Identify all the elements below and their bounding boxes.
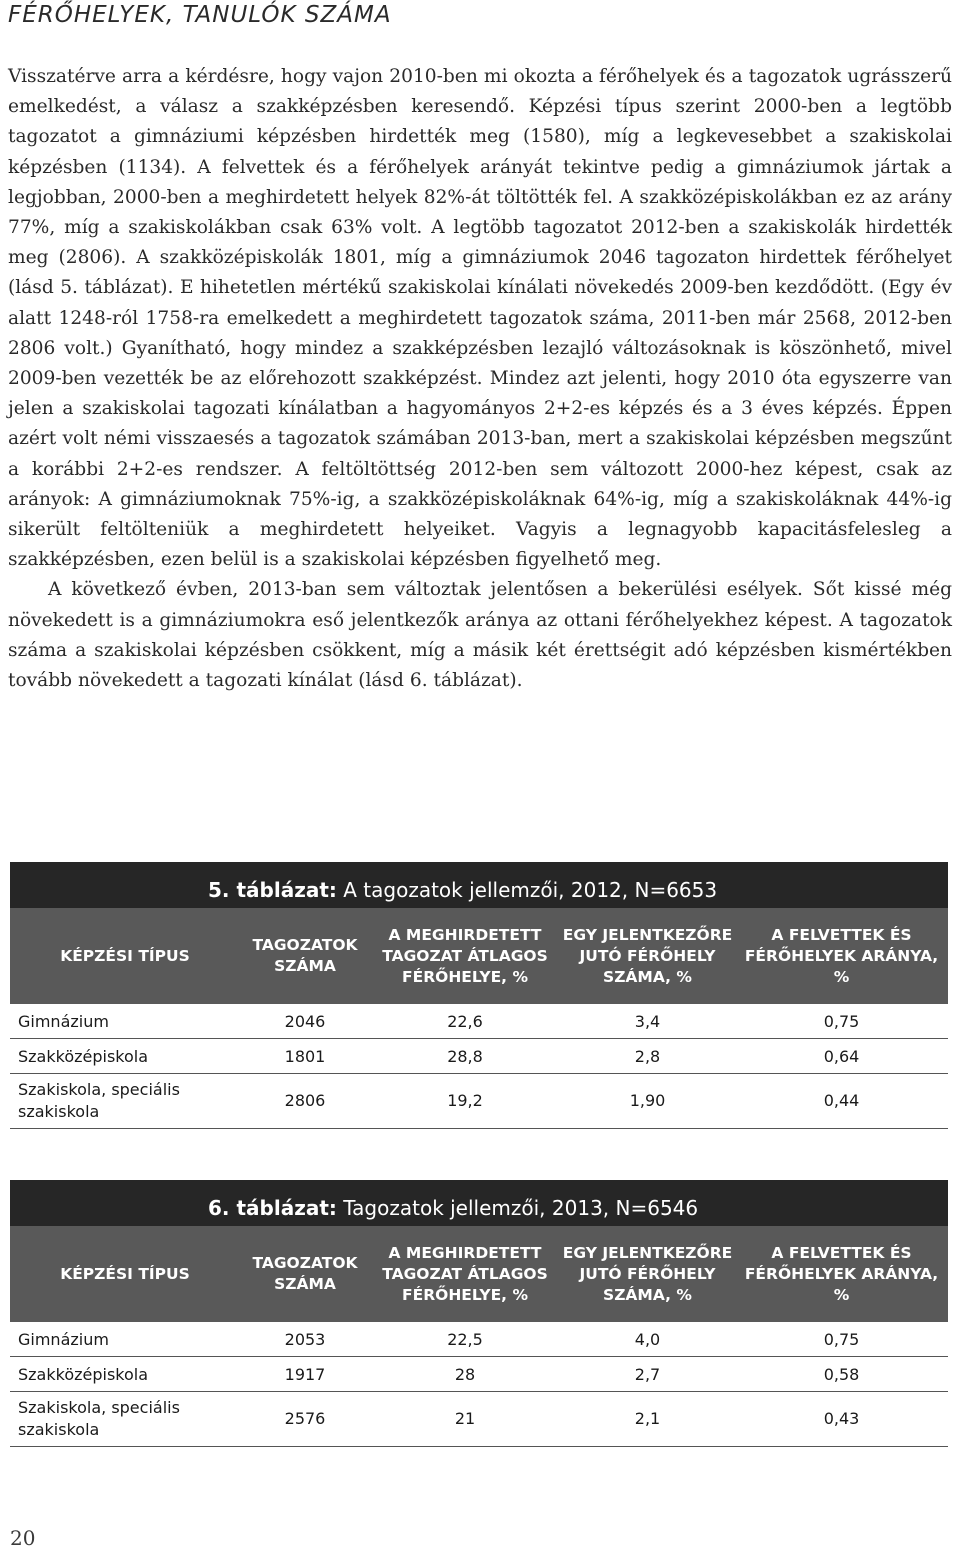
table-cell: Gimnázium	[18, 1329, 109, 1349]
table-cell: Gimnázium	[18, 1011, 109, 1031]
body-text	[8, 62, 952, 696]
header-cell: KÉPZÉSI TÍPUS	[60, 946, 190, 965]
table-cell: 1917	[284, 1364, 326, 1384]
table-cell: 2,1	[634, 1409, 661, 1428]
header-cell: TAGOZATOK SZÁMA	[252, 936, 358, 975]
table-row	[10, 1357, 948, 1392]
table-cell: 22,6	[447, 1011, 483, 1031]
table-cell: 0,75	[823, 1011, 860, 1031]
table-6	[10, 1180, 948, 1447]
paragraph: A következő évben, 2013-ban sem változtak jelentősen a bekerülési esélyek. Sőt kissé még növekedett is a gimnáziumokra eső jelentkezők aránya az ottani férőhelyekhez képest. A tagozatok száma a szakiskolai képzésben csökkent, míg a másik két érettségit adó képzésben kismértékben tovább növekedett a tagozati kínálat (lásd 6. táblázat).	[8, 579, 952, 692]
table-cell: 2046	[284, 1011, 326, 1031]
table-row	[10, 1074, 948, 1129]
header-cell: A FELVETTEK ÉS FÉRŐHELYEK ARÁNYA, %	[744, 925, 939, 986]
table-cell: 3,4	[634, 1011, 661, 1031]
table-caption	[208, 878, 717, 902]
table-label: 5. táblázat:	[208, 878, 337, 902]
paragraph: Visszatérve arra a kérdésre, hogy vajon 2010-ben mi okozta a férőhelyek és a tagozatok ugrásszerű emelkedést, a válasz a szakképzésben keresendő. Képzési típus szerint 2000-ben a legtöbb tagozatot a gimnáziumi képzésben hirdették meg (1580), míg a legkevesebbet a szakiskolai képzésben (1134). A felvettek és a férőhelyek arányát tekintve pedig a gimnáziumok jártak a legjobban, 2000-ben a meghirdetett helyek 82%-át töltötték fel. A szakközépiskolákban ez az arány 77%, míg a szakiskolákban csak 63% volt. A legtöbb tagozatot 2012-ben a szakiskolák hirdették meg (2806). A szakközépiskolák 1801, míg a gimnáziumok 2046 tagozaton hirdettek férőhelyet (lásd 5. táblázat). E hihetetlen mértékű szakiskolai kínálati növekedés 2009-ben kezdődött. (Egy év alatt 1248-ról 1758-ra emelkedett a meghirdetett tagozatok száma, 2011-ben már 2568, 2012-ben 2806 volt.) Gyanítható, hogy mindez a szakképzésben lezajló változásoknak is köszönhető, mivel 2009-ben vezették be az előrehozott szakképzést. Mindez azt jelenti, hogy 2010 óta egyszerre van jelen a szakiskolai tagozati kínálatban a hagyományos 2+2-es képzés és a 3 éves képzés. Éppen azért volt némi visszaesés a tagozatok számában 2013-ban, mert a szakiskolai képzésben megszűnt a korábbi 2+2-es rendszer. A feltöltöttség 2012-ben sem változott 2000-hez képest, csak az arányok: A gimnáziumoknak 75%-ig, a szakközépiskoláknak 64%-ig, míg a szakiskoláknak 44%-ig sikerült feltölteniük a meghirdetett helyeiket. Vagyis a legnagyobb kapacitásfelesleg a szakképzésben, ezen belül is a szakiskolai képzésben figyelhető meg.	[8, 66, 952, 571]
table-cell: 0,75	[823, 1329, 860, 1349]
table-caption	[208, 1196, 698, 1220]
table-row	[10, 1322, 948, 1357]
table-header	[10, 1226, 948, 1322]
table-row	[10, 1004, 948, 1039]
table-label: 6. táblázat:	[208, 1196, 337, 1220]
table-cell: 22,5	[447, 1329, 483, 1349]
table-cell: 0,44	[823, 1091, 860, 1110]
table-caption-bar	[10, 862, 948, 908]
section-title: FÉRŐHELYEK, TANULÓK SZÁMA	[8, 2, 392, 28]
table-cell: 2576	[284, 1409, 326, 1428]
table-cell: 4,0	[634, 1329, 661, 1349]
table-cell: 2053	[284, 1329, 326, 1349]
table-cell: 2806	[284, 1091, 326, 1110]
table-row	[10, 1392, 948, 1447]
header-cell: EGY JELENTKEZŐRE JUTÓ FÉRŐHELY SZÁMA, %	[562, 925, 733, 986]
header-cell: A FELVETTEK ÉS FÉRŐHELYEK ARÁNYA, %	[744, 1243, 939, 1304]
header-cell: EGY JELENTKEZŐRE JUTÓ FÉRŐHELY SZÁMA, %	[562, 1243, 733, 1304]
table-caption-bar	[10, 1180, 948, 1226]
table-cell: Szakiskola, speciális szakiskola	[18, 1080, 180, 1121]
table-row	[10, 1039, 948, 1074]
table-title: A tagozatok jellemzői, 2012, N=6653	[336, 878, 718, 902]
table-cell: 2,7	[634, 1364, 661, 1384]
table-cell: 2,8	[634, 1046, 661, 1066]
table-cell: 0,64	[823, 1046, 860, 1066]
table-cell: 1801	[284, 1046, 326, 1066]
header-cell: KÉPZÉSI TÍPUS	[60, 1264, 190, 1283]
table-cell: Szakiskola, speciális szakiskola	[18, 1398, 180, 1439]
table-cell: 0,43	[823, 1409, 860, 1428]
table-cell: 0,58	[823, 1364, 860, 1384]
table-cell: 21	[454, 1409, 476, 1428]
header-cell: TAGOZATOK SZÁMA	[252, 1254, 358, 1293]
table-cell: 19,2	[447, 1091, 483, 1110]
table-cell: Szakközépiskola	[18, 1046, 149, 1066]
table-5	[10, 862, 948, 1129]
table-cell: 28	[454, 1364, 476, 1384]
header-cell: A MEGHIRDETETT TAGOZAT ÁTLAGOS FÉRŐHELYE, %	[382, 1243, 548, 1304]
table-title: Tagozatok jellemzői, 2013, N=6546	[336, 1196, 699, 1220]
table-cell: 1,90	[629, 1091, 666, 1110]
header-cell: A MEGHIRDETETT TAGOZAT ÁTLAGOS FÉRŐHELYE, %	[382, 925, 548, 986]
table-cell: Szakközépiskola	[18, 1364, 149, 1384]
table-cell: 28,8	[447, 1046, 483, 1066]
table-header	[10, 908, 948, 1004]
page-number: 20	[10, 1526, 36, 1550]
